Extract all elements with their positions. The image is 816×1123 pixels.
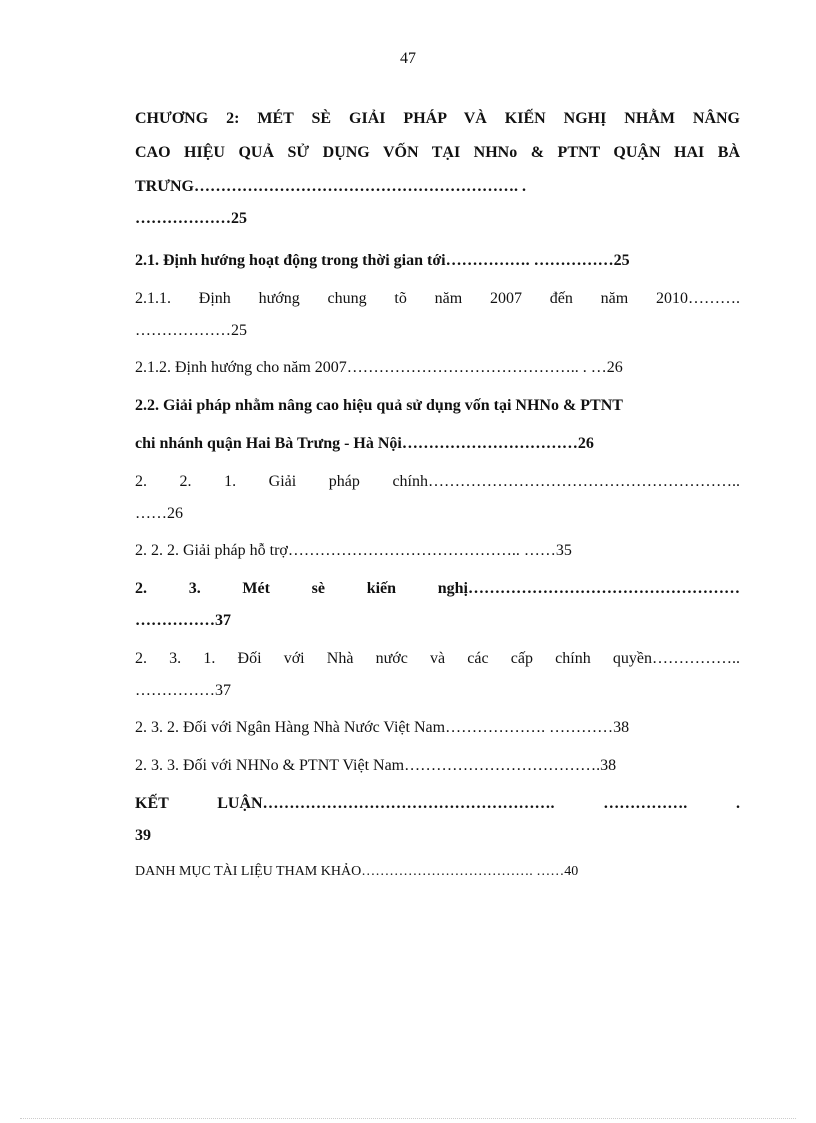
toc-entry-2-1-2: 2.1.2. Định hướng cho năm 2007…………………………………….. . …26: [135, 359, 623, 376]
toc-entry-2-2-line-1: 2.2. Giải pháp nhằm nâng cao hiệu quả sử dụng vốn tại NHNo & PTNT: [135, 397, 623, 414]
page-bottom-border: [20, 1118, 796, 1119]
toc-entry-2-2-1: 2. 2. 1. Giải pháp chính…………………………………………………..: [135, 473, 740, 490]
toc-entry-2-3-1: 2. 3. 1. Đối với Nhà nước và các cấp chính quyền……………..: [135, 650, 740, 667]
toc-entry-2-1-1-page: ………………25: [135, 322, 247, 339]
toc-references: DANH MỤC TÀI LIỆU THAM KHẢO………………………………. ……40: [135, 864, 579, 879]
toc-entry-2-3-2: 2. 3. 2. Đối với Ngân Hàng Nhà Nước Việt Nam………………. …………38: [135, 719, 630, 736]
toc-conclusion-page: 39: [135, 827, 151, 844]
toc-entry-2-2-line-2: chi nhánh quận Hai Bà Trưng - Hà Nội……………………………26: [135, 435, 594, 452]
toc-conclusion: KẾT LUẬN………………………………………………. ……………. .: [135, 795, 740, 812]
toc-entry-2-3: 2. 3. Mét sè kiến nghị……………………………………………: [135, 580, 740, 597]
toc-chapter-title-line-2: CAO HIỆU QUẢ SỬ DỤNG VỐN TẠI NHNo & PTNT QUẬN HAI BÀ: [135, 144, 740, 161]
toc-entry-2-3-1-page: ……………37: [135, 682, 231, 699]
toc-entry-2-2-1-page: ……26: [135, 505, 183, 522]
toc-entry-2-3-page: ……………37: [135, 612, 231, 629]
page-number: 47: [400, 50, 416, 67]
toc-chapter-page: ………………25: [135, 210, 247, 227]
toc-chapter-title-line-1: CHƯƠNG 2: MÉT SÈ GIẢI PHÁP VÀ KIẾN NGHỊ NHẰM NÂNG: [135, 110, 740, 127]
toc-entry-2-2-2: 2. 2. 2. Giải pháp hỗ trợ…………………………………….. ……35: [135, 542, 572, 559]
toc-entry-2-1-1: 2.1.1. Định hướng chung tõ năm 2007 đến năm 2010……….: [135, 290, 740, 307]
toc-entry-2-3-3: 2. 3. 3. Đối với NHNo & PTNT Việt Nam……………………………….38: [135, 757, 617, 774]
toc-chapter-title-line-3: TRƯNG……………………………………………………. .: [135, 178, 526, 195]
toc-entry-2-1: 2.1. Định hướng hoạt động trong thời gian tới……………. ……………25: [135, 252, 630, 269]
